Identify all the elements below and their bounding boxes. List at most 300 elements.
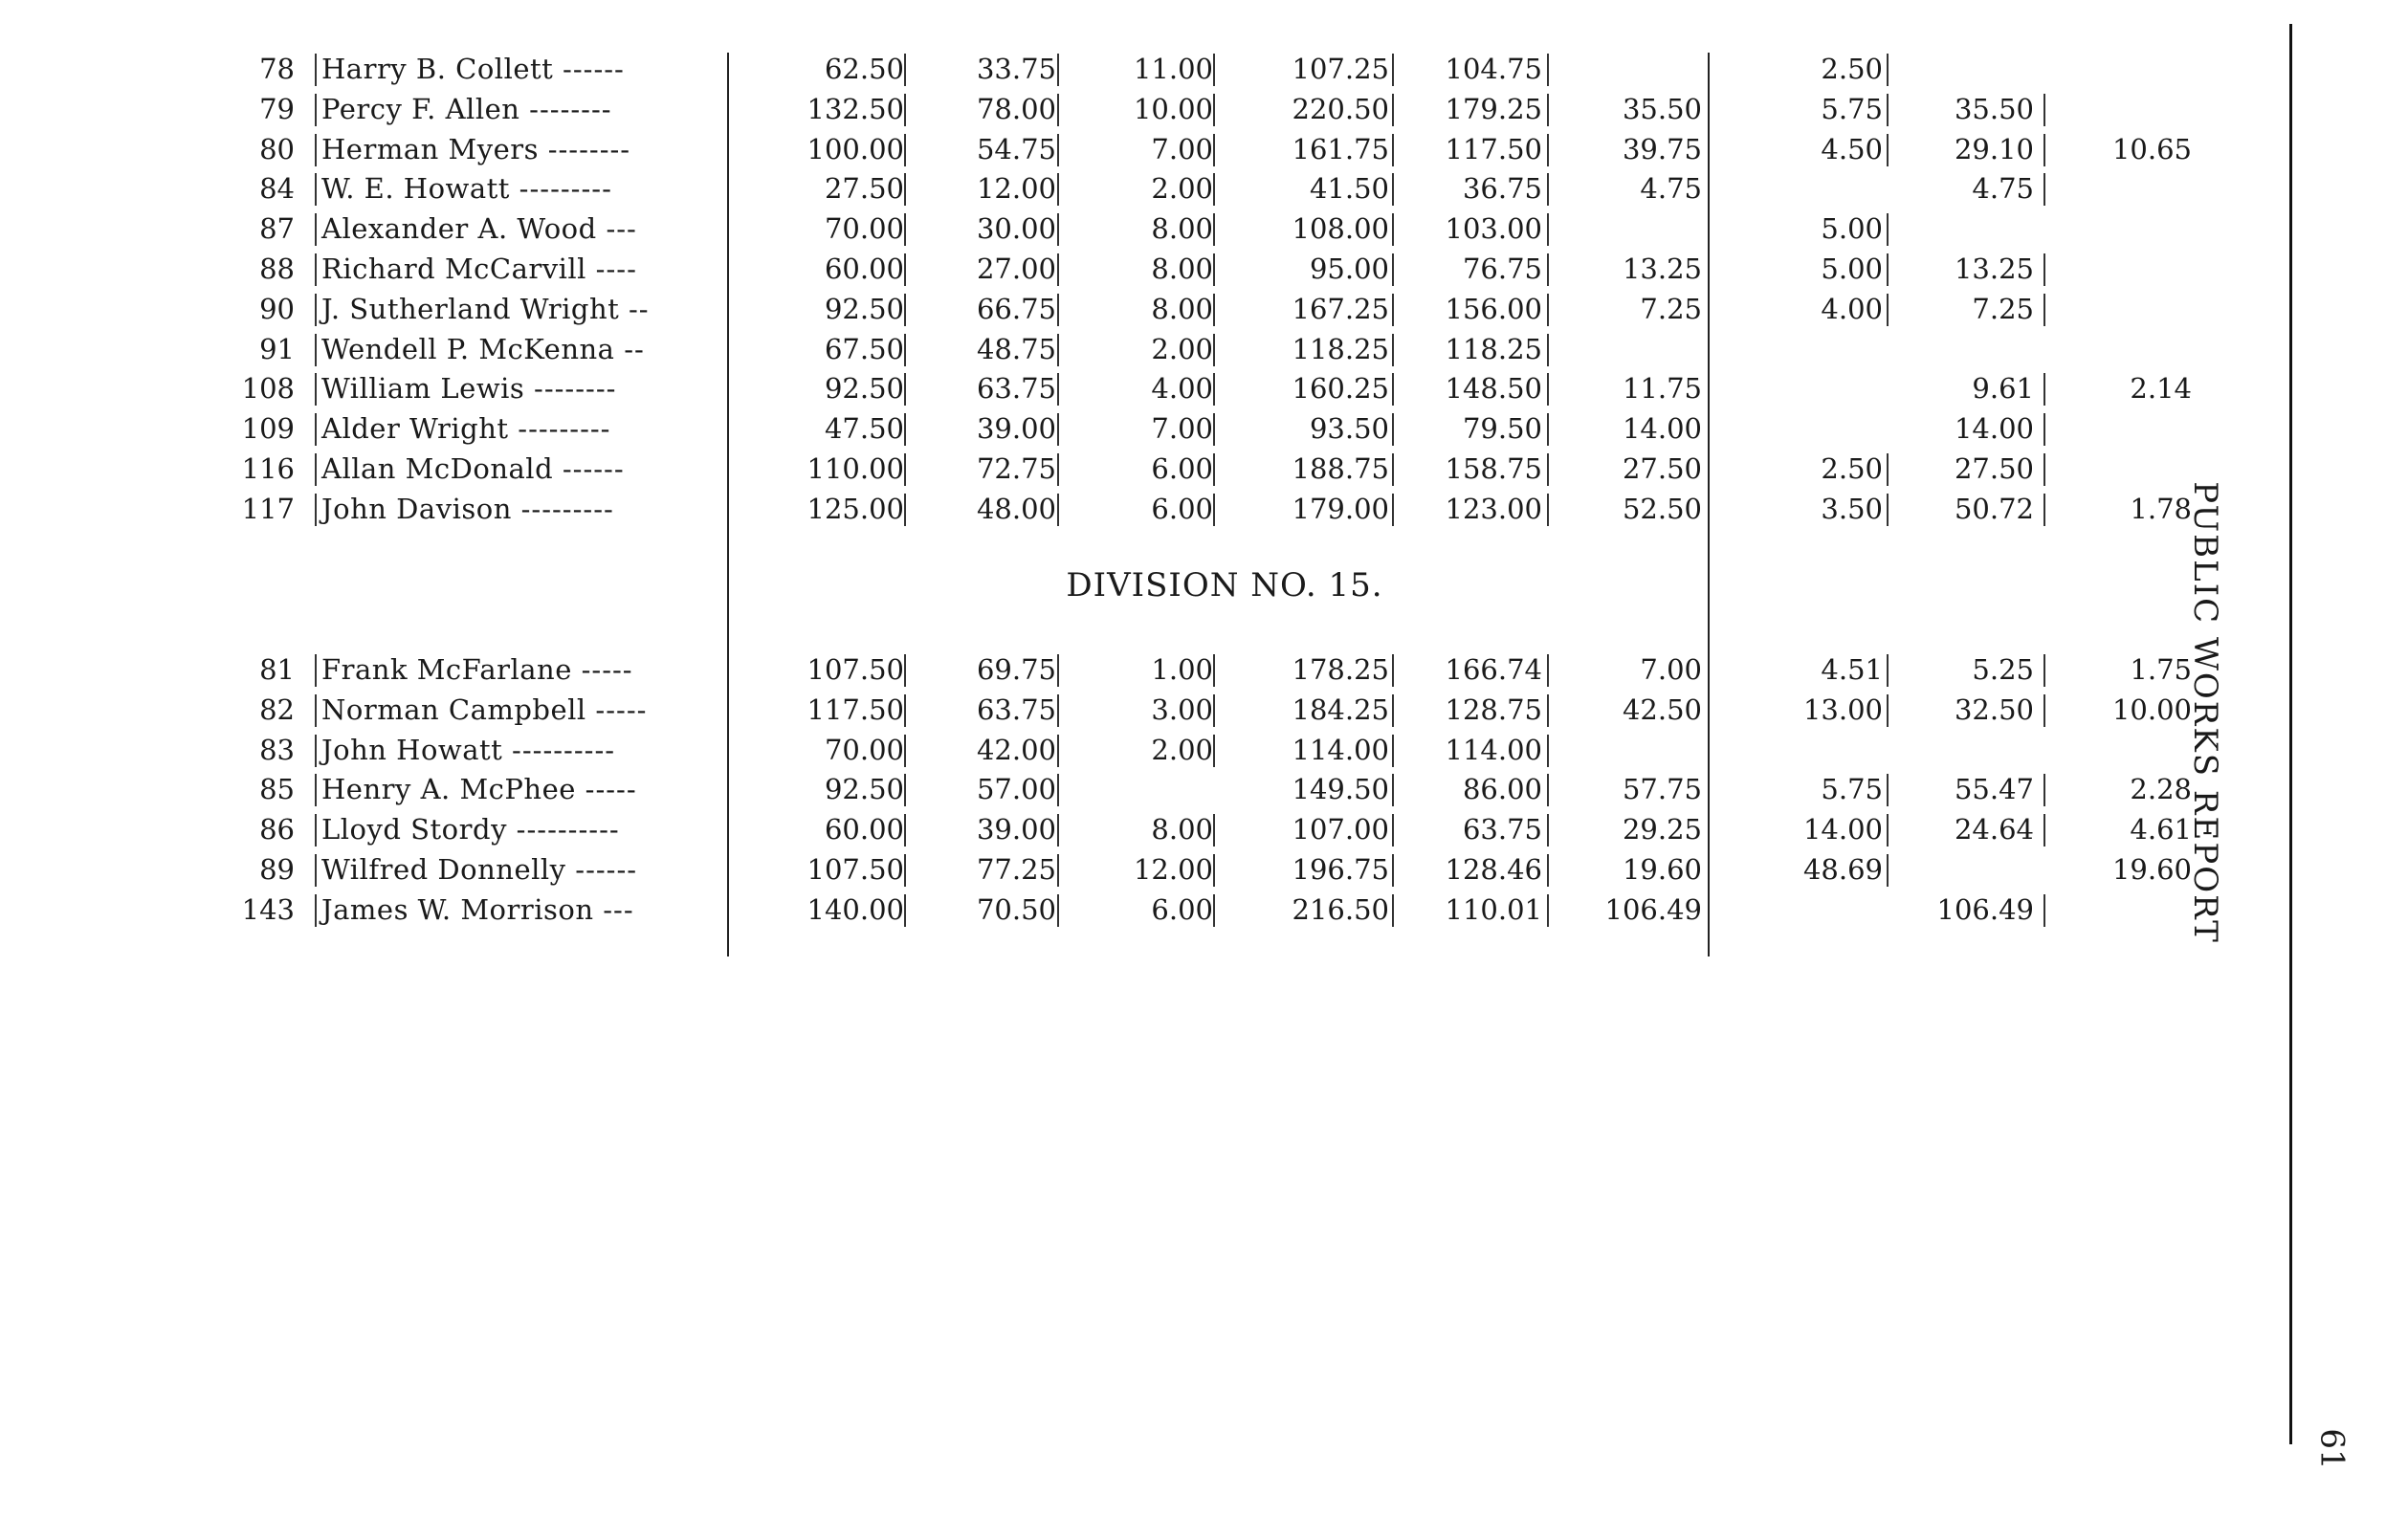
value-cell-c4: 179.00 [1292,492,1389,525]
column-rule [1057,494,1059,526]
column-rule [1213,735,1215,767]
value-cell-c7: 13.00 [1802,693,1883,726]
table-row [0,810,2296,848]
person-name: John Howatt ---------- [321,733,616,766]
value-cell-c4: 149.50 [1292,773,1389,806]
value-cell-c3: 3.00 [1151,693,1213,726]
value-cell-c2: 39.00 [976,813,1056,846]
row-number: 82 [259,693,295,726]
value-cell-c5: 104.75 [1445,53,1542,85]
column-rule [1213,814,1215,846]
value-cell-c3: 8.00 [1151,212,1213,246]
row-number: 117 [241,492,295,525]
value-cell-c2: 12.00 [976,172,1056,206]
row-number: 109 [241,412,295,446]
value-cell-c8 [1881,209,2034,248]
leader-dots: --- [606,212,637,246]
column-rule [1057,654,1059,687]
leader-dots: ---------- [512,733,616,766]
name-column-rule [315,94,317,126]
value-cell-c2: 63.75 [976,693,1056,726]
value-cell-c1: 92.50 [824,372,904,406]
table-row [0,250,2296,288]
column-rule [1213,134,1215,166]
leader-dots: --- [603,892,634,926]
value-cell-c3: 12.00 [1133,853,1213,886]
value-cell-c1: 92.50 [824,773,904,806]
value-cell-c1: 132.50 [806,92,904,125]
leader-dots: ----- [595,693,648,726]
leader-dots: ----- [585,773,637,806]
value-cell-c2: 42.00 [976,733,1056,766]
value-cell-c5: 36.75 [1462,172,1542,206]
value-cell-c7: 5.00 [1821,212,1883,246]
name-column-rule [315,854,317,887]
value-cell-c7: 5.00 [1821,253,1883,285]
value-cell-c3: 6.00 [1151,492,1213,525]
row-number: 79 [259,92,295,125]
value-cell-c1: 140.00 [806,892,904,926]
value-cell-c4: 188.75 [1292,452,1389,485]
person-name: Wendell P. McKenna -- [321,332,645,365]
column-rule [1213,413,1215,446]
column-rule [1057,854,1059,887]
column-rule [1057,334,1059,366]
value-cell-c4: 167.25 [1292,292,1389,325]
value-cell-c5: 158.75 [1445,452,1542,485]
column-rule [1213,334,1215,366]
value-cell-c8: 7.25 [1972,292,2034,325]
value-cell-c1: 47.50 [824,412,904,446]
value-cell-c7: 3.50 [1821,492,1883,525]
value-cell-c2: 48.75 [976,332,1056,365]
table-row [0,50,2296,88]
value-cell-c2: 72.75 [976,452,1056,485]
value-cell-c6: 39.75 [1622,132,1702,165]
value-cell-c1: 70.00 [824,733,904,766]
table-row [0,90,2296,128]
value-cell-c3: 8.00 [1151,292,1213,325]
value-cell-c5: 128.46 [1445,853,1542,886]
page-number: 61 [2312,1428,2352,1470]
table-row [0,691,2296,729]
column-rule [1213,694,1215,727]
value-cell-c8: 55.47 [1954,773,2034,806]
value-cell-c3: 1.00 [1151,653,1213,686]
name-column-rule [315,173,317,206]
value-cell-c8: 24.64 [1954,813,2034,846]
value-cell-c6: 4.75 [1640,172,1702,206]
value-cell-c1: 107.50 [806,853,904,886]
person-name: Norman Campbell ----- [321,693,648,726]
value-cell-c3: 7.00 [1151,412,1213,446]
value-cell-c5: 79.50 [1462,412,1542,446]
value-cell-c7: 2.50 [1821,53,1883,85]
name-column-rule [315,373,317,406]
value-cell-c5: 156.00 [1445,292,1542,325]
value-cell-c3: 2.00 [1151,172,1213,206]
value-cell-c6: 19.60 [1622,853,1702,886]
value-cell-c7 [1730,169,1883,208]
leader-dots: --------- [518,412,611,446]
row-number: 88 [259,253,295,285]
value-cell-c4: 93.50 [1309,412,1389,446]
value-cell-c7 [1730,409,1883,448]
value-cell-c4: 184.25 [1292,693,1389,726]
value-cell-c1: 27.50 [824,172,904,206]
value-cell-c4: 41.50 [1309,172,1389,206]
value-cell-c8: 14.00 [1954,412,2034,446]
column-rule [1213,173,1215,206]
row-number: 85 [259,773,295,806]
name-column-rule [315,294,317,326]
value-cell-c4: 220.50 [1292,92,1389,125]
value-cell-c2: 30.00 [976,212,1056,246]
column-rule [1057,735,1059,767]
value-cell-c4: 196.75 [1292,853,1389,886]
value-cell-c3: 2.00 [1151,733,1213,766]
person-name: Alder Wright --------- [321,412,611,446]
value-cell-c9: 1.75 [2130,653,2192,686]
value-cell-c9: 10.65 [2111,132,2192,165]
column-rule [1213,213,1215,246]
value-cell-c8 [1881,330,2034,368]
column-rule [1213,94,1215,126]
value-cell-c1: 117.50 [806,693,904,726]
value-cell-c9: 2.28 [2130,773,2192,806]
leader-dots: ---------- [516,813,620,846]
value-cell-c2: 70.50 [976,892,1056,926]
value-cell-c3: 10.00 [1133,92,1213,125]
leader-dots: -- [629,292,650,325]
column-rule [1057,294,1059,326]
table-row [0,290,2296,328]
leader-dots: -------- [529,92,612,125]
column-rule [1057,694,1059,727]
value-cell-c7: 48.69 [1802,853,1883,886]
column-rule [1213,654,1215,687]
value-cell-c1: 67.50 [824,332,904,365]
division-heading: DIVISION NO. 15. [1066,566,1383,605]
value-cell-c9 [2039,731,2192,769]
value-cell-c8: 50.72 [1954,492,2034,525]
value-cell-c7: 4.00 [1821,292,1883,325]
value-cell-c1: 62.50 [824,53,904,85]
value-cell-c6: 11.75 [1622,372,1702,406]
leader-dots: --------- [519,172,612,206]
person-name: Henry A. McPhee ----- [321,773,637,806]
value-cell-c6: 52.50 [1622,492,1702,525]
leader-dots: ------ [563,53,625,85]
value-cell-c6 [1549,731,1702,769]
value-cell-c5: 117.50 [1445,132,1542,165]
table-row [0,330,2296,368]
value-cell-c2: 27.00 [976,253,1056,285]
person-name: Herman Myers -------- [321,132,631,165]
value-cell-c2: 48.00 [976,492,1056,525]
row-number: 143 [241,892,295,926]
value-cell-c1: 110.00 [806,452,904,485]
row-number: 116 [241,452,295,485]
value-cell-c7 [1730,731,1883,769]
column-rule [1213,494,1215,526]
value-cell-c6: 42.50 [1622,693,1702,726]
name-column-rule [315,253,317,286]
leader-dots: --------- [520,492,614,525]
value-cell-c6: 57.75 [1622,773,1702,806]
value-cell-c2: 63.75 [976,372,1056,406]
table-row [0,409,2296,448]
column-rule [1213,894,1215,927]
value-cell-c5: 148.50 [1445,372,1542,406]
value-cell-c8: 29.10 [1954,132,2034,165]
value-cell-c1: 92.50 [824,292,904,325]
value-cell-c8: 32.50 [1954,693,2034,726]
value-cell-c4: 107.25 [1292,53,1389,85]
value-cell-c9: 19.60 [2111,853,2192,886]
column-rule [1057,453,1059,486]
value-cell-c5: 110.01 [1445,892,1542,926]
value-cell-c7 [1730,369,1883,407]
value-cell-c5: 118.25 [1445,332,1542,365]
value-cell-c1: 60.00 [824,253,904,285]
leader-dots: -- [624,332,645,365]
value-cell-c9 [2039,50,2192,88]
value-cell-c4: 114.00 [1292,733,1389,766]
table-row [0,209,2296,248]
value-cell-c8: 5.25 [1972,653,2034,686]
column-rule [1057,173,1059,206]
value-cell-c9 [2039,90,2192,128]
column-rule [1057,373,1059,406]
person-name: Allan McDonald ------ [321,452,625,485]
value-cell-c6: 29.25 [1622,813,1702,846]
row-number: 108 [241,372,295,406]
value-cell-c3: 6.00 [1151,892,1213,926]
row-number: 83 [259,733,295,766]
value-cell-c8: 9.61 [1972,372,2034,406]
value-cell-c6 [1549,330,1702,368]
person-name: James W. Morrison --- [321,892,634,926]
value-cell-c7: 4.50 [1821,132,1883,165]
value-cell-c6: 7.25 [1640,292,1702,325]
value-cell-c5: 123.00 [1445,492,1542,525]
value-cell-c2: 57.00 [976,773,1056,806]
column-rule [1213,854,1215,887]
name-column-rule [315,694,317,727]
value-cell-c4: 160.25 [1292,372,1389,406]
value-cell-c9 [2039,330,2192,368]
value-cell-c9: 1.78 [2130,492,2192,525]
column-rule [1057,814,1059,846]
table-row [0,130,2296,168]
leader-dots: ------ [575,853,638,886]
value-cell-c4: 216.50 [1292,892,1389,926]
value-cell-c1: 125.00 [806,492,904,525]
value-cell-c5: 114.00 [1445,733,1542,766]
value-cell-c3: 8.00 [1151,253,1213,285]
value-cell-c8: 106.49 [1936,892,2034,926]
row-number: 87 [259,212,295,246]
row-number: 89 [259,853,295,886]
value-cell-c7: 5.75 [1821,773,1883,806]
person-name: Alexander A. Wood --- [321,212,637,246]
column-rule [1057,413,1059,446]
value-cell-c8: 13.25 [1954,253,2034,285]
row-number: 91 [259,332,295,365]
value-cell-c9 [2039,250,2192,288]
value-cell-c7: 5.75 [1821,92,1883,125]
value-cell-c5: 128.75 [1445,693,1542,726]
row-number: 80 [259,132,295,165]
value-cell-c1: 70.00 [824,212,904,246]
value-cell-c8 [1881,50,2034,88]
value-cell-c6: 13.25 [1622,253,1702,285]
value-cell-c5: 86.00 [1462,773,1542,806]
value-cell-c9: 2.14 [2130,372,2192,406]
value-cell-c9: 4.61 [2130,813,2192,846]
column-rule [1057,54,1059,86]
row-number: 84 [259,172,295,206]
person-name: Lloyd Stordy ---------- [321,813,620,846]
value-cell-c4: 108.00 [1292,212,1389,246]
table-row [0,169,2296,208]
leader-dots: -------- [547,132,631,165]
table-row [0,850,2296,889]
value-cell-c6: 7.00 [1640,653,1702,686]
person-name: Percy F. Allen -------- [321,92,612,125]
row-number: 86 [259,813,295,846]
value-cell-c2: 54.75 [976,132,1056,165]
value-cell-c2: 39.00 [976,412,1056,446]
value-cell-c2: 78.00 [976,92,1056,125]
value-cell-c9 [2039,169,2192,208]
person-name: Wilfred Donnelly ------ [321,853,638,886]
value-cell-c2: 69.75 [976,653,1056,686]
person-name: Harry B. Collett ------ [321,53,625,85]
person-name: John Davison --------- [321,492,614,525]
value-cell-c2: 77.25 [976,853,1056,886]
value-cell-c3 [1060,770,1213,808]
table-row [0,369,2296,407]
leader-dots: ------ [562,452,625,485]
value-cell-c5: 179.25 [1445,92,1542,125]
row-number: 81 [259,653,295,686]
name-column-rule [315,453,317,486]
value-cell-c7: 14.00 [1802,813,1883,846]
column-rule [1057,253,1059,286]
value-cell-c8: 27.50 [1954,452,2034,485]
value-cell-c5: 103.00 [1445,212,1542,246]
leader-dots: -------- [534,372,617,406]
column-rule [1213,54,1215,86]
value-cell-c6 [1549,209,1702,248]
person-name: J. Sutherland Wright -- [321,292,650,325]
value-cell-c9 [2039,890,2192,929]
value-cell-c6: 14.00 [1622,412,1702,446]
value-cell-c3: 2.00 [1151,332,1213,365]
column-rule [1057,774,1059,806]
value-cell-c8 [1881,731,2034,769]
value-cell-c1: 100.00 [806,132,904,165]
value-cell-c5: 166.74 [1445,653,1542,686]
value-cell-c6: 35.50 [1622,92,1702,125]
value-cell-c3: 11.00 [1133,53,1213,85]
report-side-title: PUBLIC WORKS REPORT [2186,481,2224,944]
value-cell-c6 [1549,50,1702,88]
value-cell-c2: 33.75 [976,53,1056,85]
value-cell-c4: 95.00 [1309,253,1389,285]
value-cell-c3: 6.00 [1151,452,1213,485]
value-cell-c7: 2.50 [1821,452,1883,485]
table-row [0,770,2296,808]
name-column-rule [315,334,317,366]
column-rule [1057,94,1059,126]
person-name: Richard McCarvill ---- [321,253,637,285]
value-cell-c7: 4.51 [1821,653,1883,686]
person-name: W. E. Howatt --------- [321,172,612,206]
value-cell-c6: 27.50 [1622,452,1702,485]
table-row [0,731,2296,769]
value-cell-c5: 63.75 [1462,813,1542,846]
column-rule [1057,213,1059,246]
value-cell-c3: 8.00 [1151,813,1213,846]
column-rule [1057,134,1059,166]
value-cell-c4: 118.25 [1292,332,1389,365]
column-rule [1213,373,1215,406]
person-name: William Lewis -------- [321,372,617,406]
value-cell-c1: 107.50 [806,653,904,686]
table-row [0,650,2296,689]
row-number: 78 [259,53,295,85]
value-cell-c9 [2039,290,2192,328]
leader-dots: ---- [595,253,637,285]
value-cell-c2: 66.75 [976,292,1056,325]
value-cell-c3: 4.00 [1151,372,1213,406]
value-cell-c8 [1881,850,2034,889]
value-cell-c7 [1730,890,1883,929]
value-cell-c9 [2039,209,2192,248]
value-cell-c4: 107.00 [1292,813,1389,846]
value-cell-c5: 76.75 [1462,253,1542,285]
row-number: 90 [259,292,295,325]
table-row [0,450,2296,488]
column-rule [1213,253,1215,286]
column-rule [1213,294,1215,326]
name-column-rule [315,494,317,526]
column-rule [1213,453,1215,486]
name-column-rule [315,54,317,86]
name-column-rule [315,735,317,767]
name-column-rule [315,654,317,687]
value-cell-c8: 35.50 [1954,92,2034,125]
leader-dots: ----- [581,653,633,686]
value-cell-c1: 60.00 [824,813,904,846]
value-cell-c4: 178.25 [1292,653,1389,686]
table-row [0,490,2296,528]
name-column-rule [315,134,317,166]
value-cell-c4: 161.75 [1292,132,1389,165]
person-name: Frank McFarlane ----- [321,653,633,686]
value-cell-c9 [2039,450,2192,488]
value-cell-c9 [2039,409,2192,448]
name-column-rule [315,413,317,446]
column-rule [1057,894,1059,927]
value-cell-c7 [1730,330,1883,368]
name-column-rule [315,774,317,806]
value-cell-c9: 10.00 [2111,693,2192,726]
name-column-rule [315,213,317,246]
